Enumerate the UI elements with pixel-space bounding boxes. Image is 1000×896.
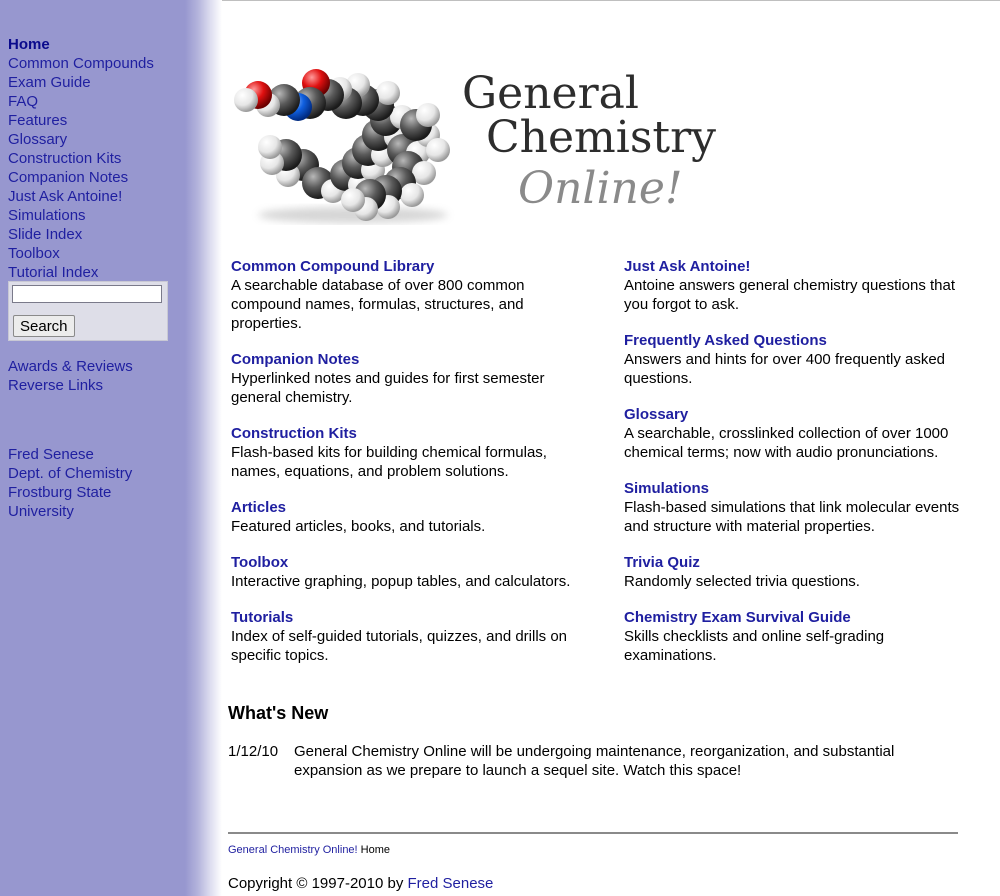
atom-sphere — [341, 188, 365, 212]
feature-item — [231, 498, 591, 536]
feature-item — [231, 350, 591, 407]
breadcrumb-site-link[interactable]: General Chemistry Online! — [228, 844, 358, 856]
feature-item — [231, 424, 591, 481]
sidebar-item-exam-guide[interactable]: Exam Guide — [8, 74, 91, 91]
sidebar-item-home[interactable]: Home — [8, 36, 50, 53]
copyright — [228, 874, 493, 893]
feature-description: Skills checklists and online self-grading examinations. — [624, 628, 885, 664]
sidebar-item-just-ask-antoine[interactable]: Just Ask Antoine! — [8, 188, 123, 205]
sidebar-extra-links — [8, 357, 133, 395]
sidebar — [0, 0, 222, 896]
search-button[interactable]: Search — [13, 315, 75, 337]
feature-title-link[interactable]: Common Compound Library — [231, 258, 435, 275]
atom-sphere — [376, 81, 400, 105]
feature-title-link[interactable]: Chemistry Exam Survival Guide — [624, 609, 851, 626]
department-link[interactable]: Dept. of Chemistry — [8, 465, 133, 482]
sidebar-item-tutorial-index[interactable]: Tutorial Index — [8, 264, 99, 281]
feature-title-link[interactable]: Glossary — [624, 406, 689, 423]
author-name-link[interactable]: Fred Senese — [8, 446, 94, 463]
atom-sphere — [400, 183, 424, 207]
feature-item — [231, 553, 591, 591]
breadcrumb-current: Home — [360, 844, 391, 856]
author-info — [8, 445, 132, 521]
features-right-column — [624, 257, 969, 682]
feature-item — [624, 331, 969, 388]
feature-title-link[interactable]: Just Ask Antoine! — [624, 258, 751, 275]
sidebar-item-construction-kits[interactable]: Construction Kits — [8, 150, 122, 167]
feature-item — [231, 257, 591, 333]
reverse-links-link[interactable]: Reverse Links — [8, 377, 104, 394]
sidebar-item-companion-notes[interactable]: Companion Notes — [8, 169, 129, 186]
footer-breadcrumb — [228, 843, 390, 857]
logo-title-line1: General — [462, 68, 639, 119]
atom-sphere — [258, 135, 282, 159]
feature-description: Flash-based kits for building chemical formulas, names, equations, and problem solutions. — [231, 444, 547, 480]
copyright-author-link[interactable]: Fred Senese — [407, 875, 494, 892]
feature-title-link[interactable]: Tutorials — [231, 609, 294, 626]
feature-description: Antoine answers general chemistry questions that you forgot to ask. — [624, 277, 956, 313]
feature-item — [624, 553, 969, 591]
logo-title-line3: Online! — [518, 163, 683, 214]
feature-description: Index of self-guided tutorials, quizzes, and drills on specific topics. — [231, 628, 568, 664]
atom-sphere — [234, 88, 258, 112]
feature-description: Hyperlinked notes and guides for first semester general chemistry. — [231, 370, 545, 406]
sidebar-item-faq[interactable]: FAQ — [8, 93, 39, 110]
university-link-line2[interactable]: University — [8, 503, 74, 520]
feature-title-link[interactable]: Trivia Quiz — [624, 554, 700, 571]
atom-sphere — [416, 103, 440, 127]
feature-description: Randomly selected trivia questions. — [624, 573, 860, 590]
feature-item — [624, 405, 969, 462]
feature-title-link[interactable]: Construction Kits — [231, 425, 357, 442]
sidebar-item-toolbox[interactable]: Toolbox — [8, 245, 60, 262]
feature-description: Featured articles, books, and tutorials. — [231, 518, 486, 535]
feature-description: Flash-based simulations that link molecular events and structure with material properties. — [624, 499, 960, 535]
sidebar-nav — [8, 35, 154, 282]
feature-item — [624, 608, 969, 665]
atom-sphere — [426, 138, 450, 162]
feature-description: A searchable database of over 800 common compound names, formulas, structures, and properties. — [231, 277, 525, 332]
feature-item — [624, 479, 969, 536]
feature-description: Interactive graphing, popup tables, and calculators. — [231, 573, 571, 590]
molecule-logo-image — [228, 55, 468, 225]
whats-new-date: 1/12/10 — [228, 743, 279, 760]
feature-title-link[interactable]: Toolbox — [231, 554, 289, 571]
feature-title-link[interactable]: Articles — [231, 499, 287, 516]
search-input[interactable] — [12, 285, 162, 303]
university-link-line1[interactable]: Frostburg State — [8, 484, 112, 501]
sidebar-item-simulations[interactable]: Simulations — [8, 207, 86, 224]
feature-item — [231, 608, 591, 665]
feature-description: A searchable, crosslinked collection of over 1000 chemical terms; now with audio pronunciations. — [624, 425, 949, 461]
features-left-column — [231, 257, 591, 682]
copyright-text: Copyright © 1997-2010 by — [228, 875, 404, 892]
sidebar-item-glossary[interactable]: Glossary — [8, 131, 68, 148]
feature-description: Answers and hints for over 400 frequently asked questions. — [624, 351, 946, 387]
awards-reviews-link[interactable]: Awards & Reviews — [8, 358, 133, 375]
whats-new-text: General Chemistry Online will be undergoing maintenance, reorganization, and substantial expansion as we prepare to launch a sequel site. Watch this space! — [294, 743, 895, 779]
feature-item — [624, 257, 969, 314]
search-form — [8, 281, 168, 341]
feature-title-link[interactable]: Companion Notes — [231, 351, 360, 368]
sidebar-item-features[interactable]: Features — [8, 112, 68, 129]
feature-title-link[interactable]: Frequently Asked Questions — [624, 332, 827, 349]
sidebar-item-slide-index[interactable]: Slide Index — [8, 226, 83, 243]
whats-new-heading: What's New — [228, 703, 329, 723]
feature-title-link[interactable]: Simulations — [624, 480, 710, 497]
sidebar-item-common-compounds[interactable]: Common Compounds — [8, 55, 154, 72]
logo-title-line2: Chemistry — [486, 112, 716, 163]
footer-divider — [228, 832, 958, 834]
